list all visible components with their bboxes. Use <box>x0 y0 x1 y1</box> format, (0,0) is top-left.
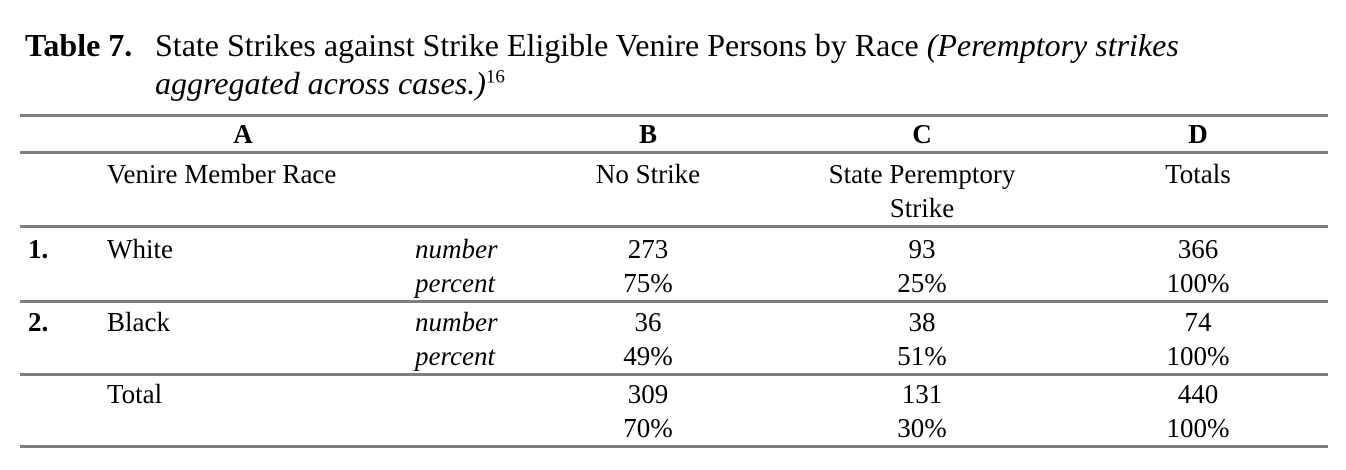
column-headers-row <box>20 153 1328 227</box>
no-strike-values <box>520 302 776 375</box>
column-letter-a: A <box>20 116 520 153</box>
caption-title-regular: State Strikes against Strike Eligible Venire Persons by Race <box>155 27 927 63</box>
no-strike-percent: 75% <box>623 268 673 298</box>
table-row-white <box>20 227 1328 302</box>
state-peremptory-values <box>776 227 1068 302</box>
measure-label-number: number <box>415 234 498 264</box>
strikes-by-race-table <box>20 114 1328 448</box>
header-state-peremptory-strike <box>776 153 1068 227</box>
totals-values <box>1068 302 1328 375</box>
caption-title-italic-line2: aggregated across cases.) <box>155 65 486 101</box>
empty-cell <box>408 153 520 227</box>
state-peremptory-values <box>776 375 1068 447</box>
state-peremptory-number: 38 <box>908 307 936 337</box>
caption-title-italic-line1: (Peremptory strikes <box>926 27 1179 63</box>
table-caption-title <box>155 26 1179 102</box>
totals-values <box>1068 227 1328 302</box>
measure-label-percent: percent <box>415 341 495 371</box>
no-strike-number: 309 <box>627 379 669 409</box>
race-label: White <box>100 227 408 302</box>
totals-values <box>1068 375 1328 447</box>
no-strike-number: 273 <box>627 234 669 264</box>
no-strike-values <box>520 227 776 302</box>
row-number <box>20 375 100 447</box>
column-letters-row <box>20 116 1328 153</box>
measure-labels <box>408 302 520 375</box>
no-strike-number: 36 <box>634 307 662 337</box>
measure-labels <box>408 227 520 302</box>
state-peremptory-percent: 30% <box>897 413 947 443</box>
header-venire-member-race: Venire Member Race <box>100 153 408 227</box>
state-peremptory-number: 131 <box>901 379 943 409</box>
totals-number: 440 <box>1177 379 1219 409</box>
column-letter-d: D <box>1068 116 1328 153</box>
column-letter-b: B <box>520 116 776 153</box>
race-label: Black <box>100 302 408 375</box>
totals-percent: 100% <box>1166 268 1230 298</box>
measure-label-number: number <box>415 307 498 337</box>
state-peremptory-percent: 25% <box>897 268 947 298</box>
table-caption-number: Table 7. <box>25 27 133 63</box>
totals-percent: 100% <box>1166 413 1230 443</box>
header-no-strike: No Strike <box>520 153 776 227</box>
row-number: 1. <box>20 227 100 302</box>
totals-percent: 100% <box>1166 341 1230 371</box>
measure-label-percent: percent <box>415 268 495 298</box>
state-peremptory-number: 93 <box>908 234 936 264</box>
totals-number: 366 <box>1177 234 1219 264</box>
table-caption <box>25 26 1346 102</box>
header-totals: Totals <box>1068 153 1328 227</box>
header-state-peremptory-line1: State Peremptory <box>828 159 1016 189</box>
table-row-black <box>20 302 1328 375</box>
header-state-peremptory-line2: Strike <box>889 193 955 223</box>
no-strike-percent: 49% <box>623 341 673 371</box>
footnote-reference: 16 <box>485 66 505 88</box>
measure-labels <box>408 375 520 447</box>
empty-cell <box>20 153 100 227</box>
row-number: 2. <box>20 302 100 375</box>
state-peremptory-values <box>776 302 1068 375</box>
table-row-total <box>20 375 1328 447</box>
no-strike-values <box>520 375 776 447</box>
state-peremptory-percent: 51% <box>897 341 947 371</box>
race-label: Total <box>100 375 408 447</box>
no-strike-percent: 70% <box>623 413 673 443</box>
column-letter-c: C <box>776 116 1068 153</box>
totals-number: 74 <box>1184 307 1212 337</box>
